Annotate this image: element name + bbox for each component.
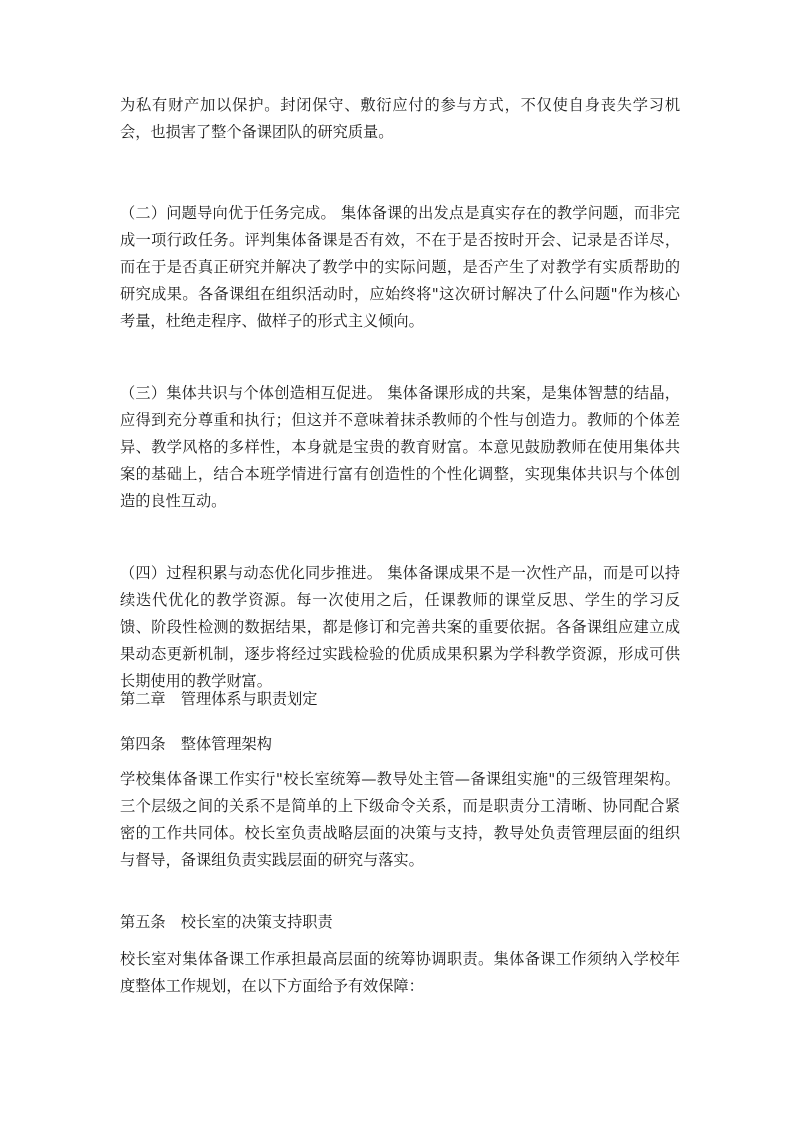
paragraph-principle-4: （四）过程积累与动态优化同步推进。 集体备课成果不是一次性产品，而是可以持续迭代优化的教学资源。每一次使用之后，任课教师的课堂反思、学生的学习反馈、阶段性检测的数据结果，都是修订和完善共案的重要依据。各备课组应建立成果动态更新机制，逐步将经过实践检验的优质成果积累为学科教学资源，形成可供长期使用的教学财富。: [120, 564, 680, 690]
article-4-heading: 第四条 整体管理架构: [120, 735, 272, 753]
article-4-body: 学校集体备课工作实行"校长室统筹—教导处主管—备课组实施"的三级管理架构。三个层级之间的关系不是简单的上下级命令关系，而是职责分工清晰、协同配合紧密的工作共同体。校长室负责战略层面的决策与支持，教导处负责管理层面的组织与督导，备课组负责实践层面的研究与落实。: [120, 770, 680, 869]
paragraph-principle-2: （二）问题导向优于任务完成。 集体备课的出发点是真实存在的教学问题，而非完成一项行政任务。评判集体备课是否有效，不在于是否按时开会、记录是否详尽，而在于是否真正研究并解决了教学中的实际问题，是否产生了对教学有实质帮助的研究成果。各备课组在组织活动时，应始终将"这次研讨解决了什么问题"作为核心考量，杜绝走程序、做样子的形式主义倾向。: [120, 204, 680, 330]
paragraph-1: 为私有财产加以保护。封闭保守、敷衍应付的参与方式，不仅使自身丧失学习机会，也损害了整个备课团队的研究质量。: [120, 96, 680, 141]
article-5-body: 校长室对集体备课工作承担最高层面的统筹协调职责。集体备课工作须纳入学校年度整体工作规划，在以下方面给予有效保障：: [120, 950, 680, 995]
article-5-heading: 第五条 校长室的决策支持职责: [120, 913, 333, 931]
chapter-heading: 第二章 管理体系与职责划定: [120, 690, 318, 708]
paragraph-principle-3: （三）集体共识与个体创造相互促进。 集体备课形成的共案，是集体智慧的结晶，应得到充分尊重和执行；但这并不意味着抹杀教师的个性与创造力。教师的个体差异、教学风格的多样性，本身就是宝贵的教育财富。本意见鼓励教师在使用集体共案的基础上，结合本班学情进行富有创造性的个性化调整，实现集体共识与个体创造的良性互动。: [120, 384, 680, 510]
